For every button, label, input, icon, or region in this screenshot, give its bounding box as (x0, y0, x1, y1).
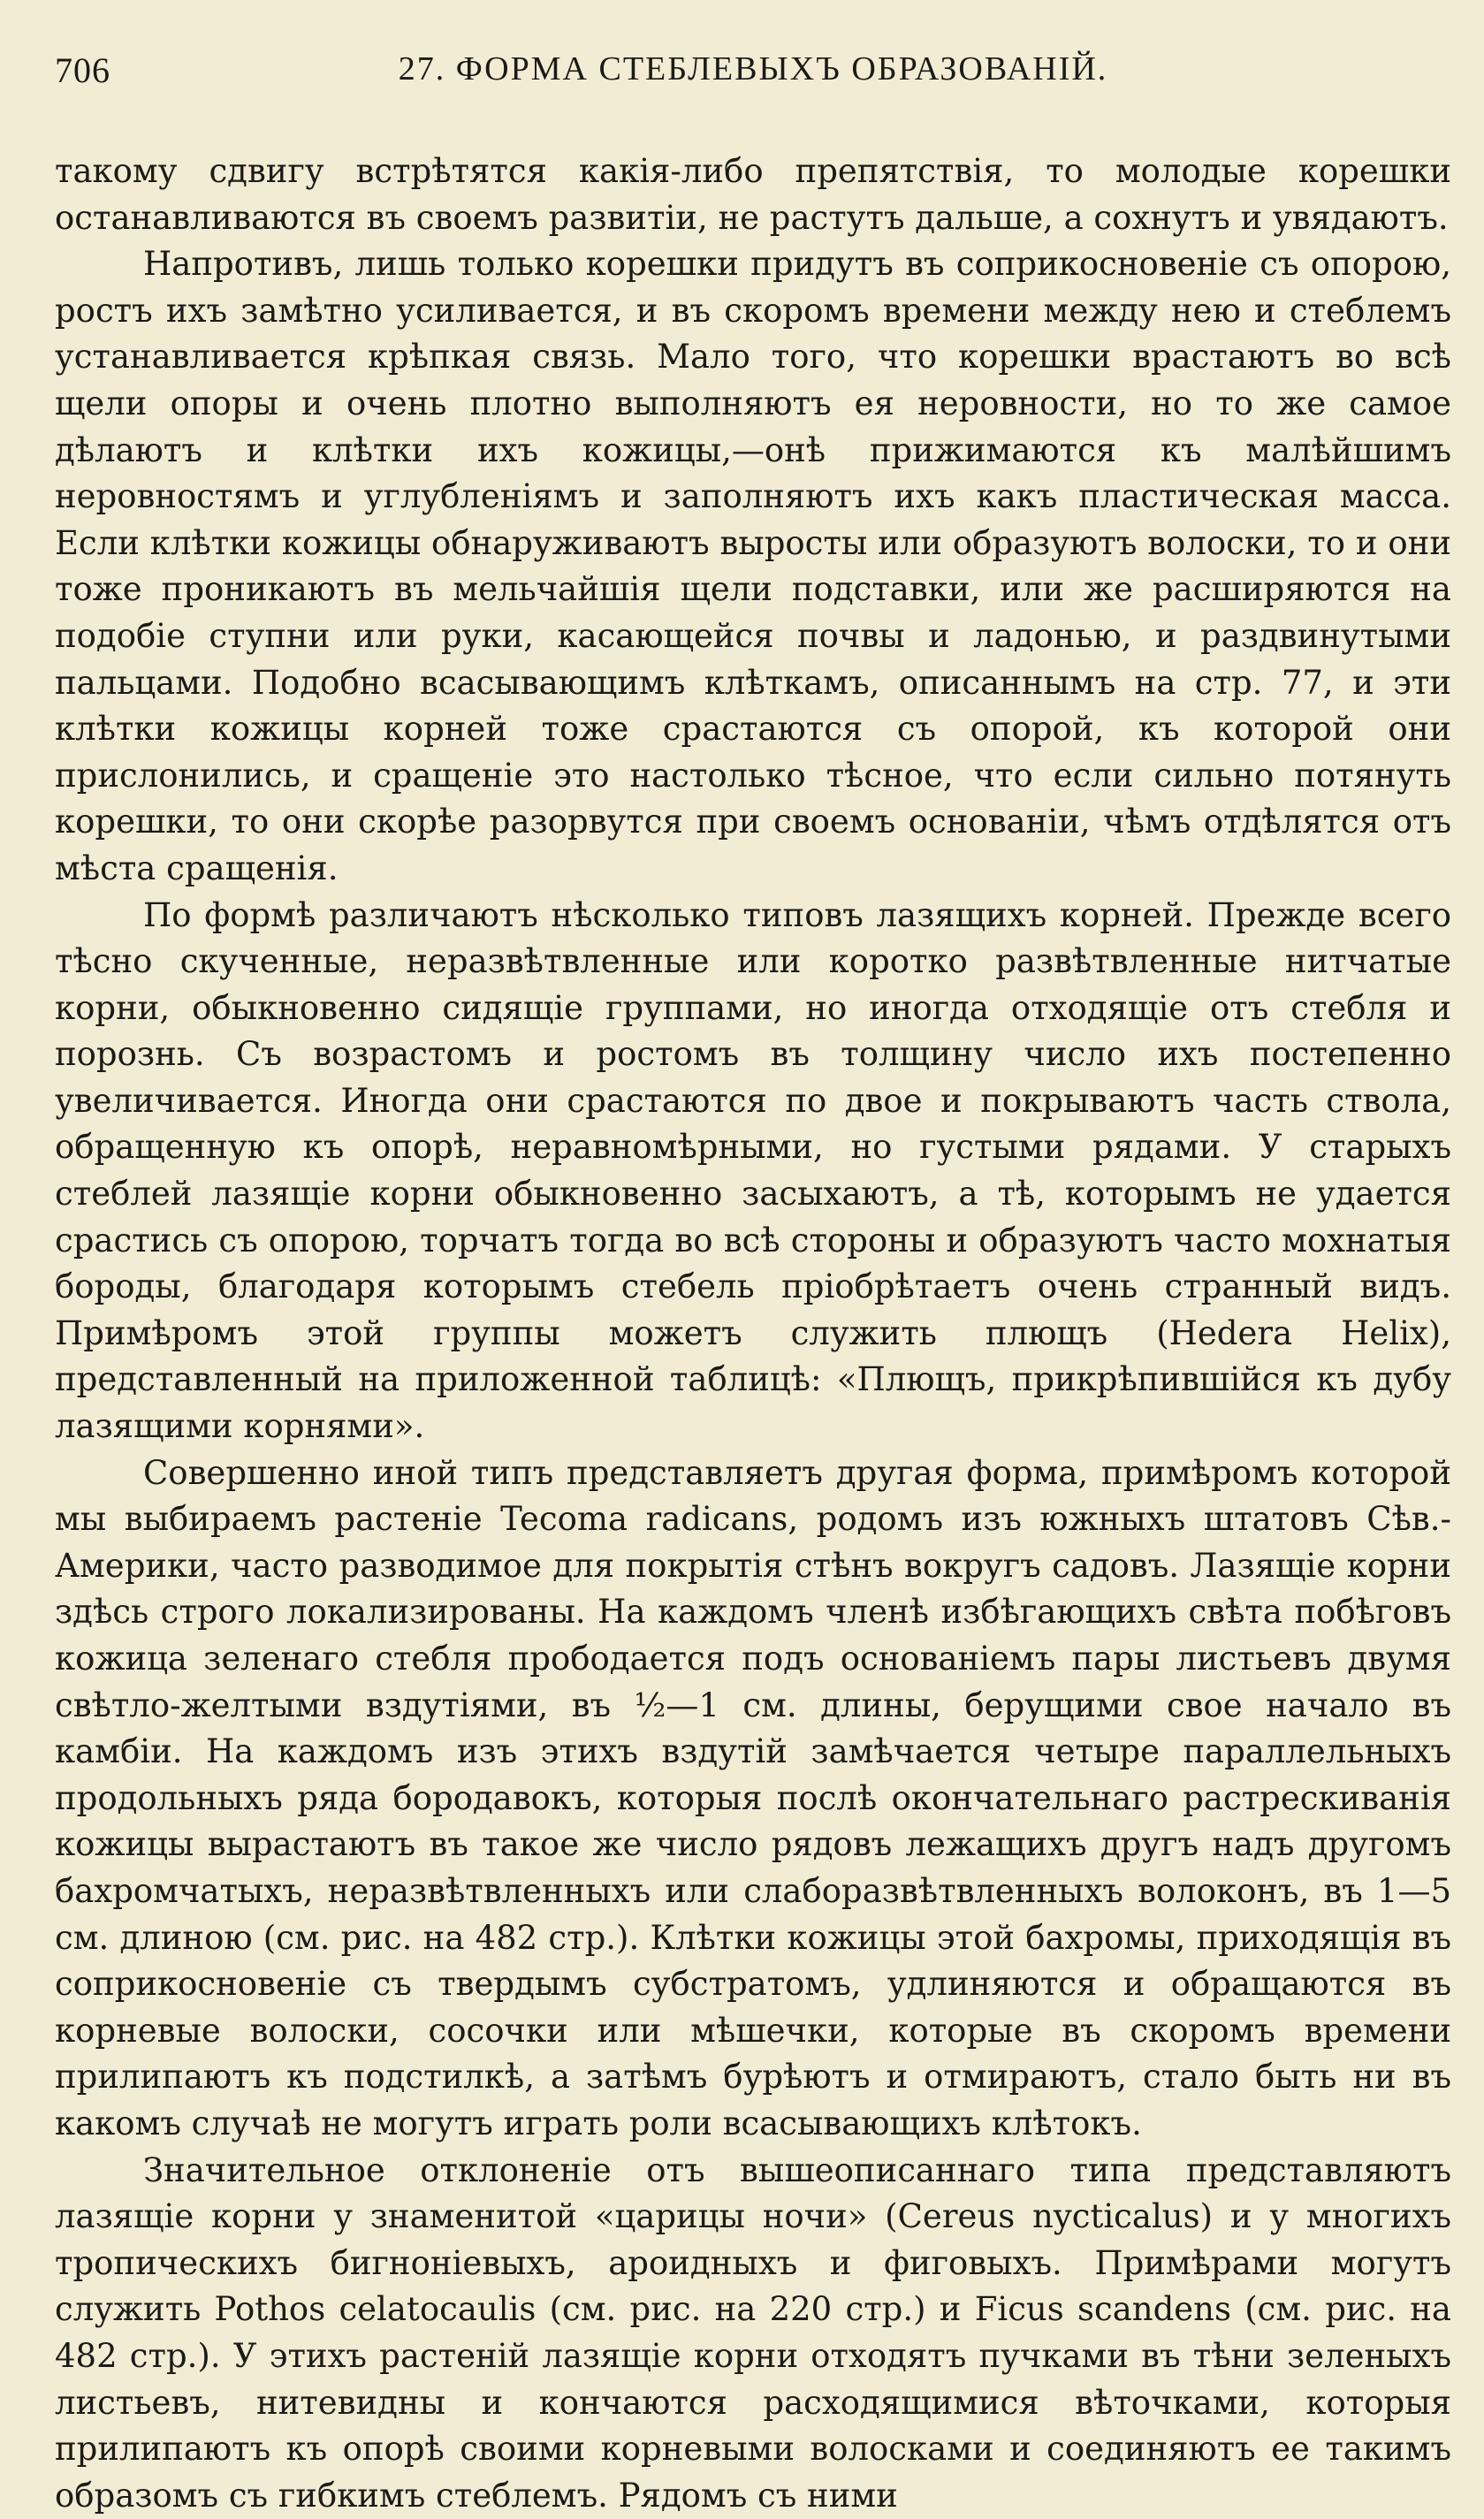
paragraph-2: Напротивъ, лишь только корешки придутъ въ соприкосновеніе съ опорою, ростъ ихъ замѣтно усиливается, и въ скоромъ времени между нею и стеблемъ устанавливается крѣпкая связь. Мало того, что корешки врастаютъ во всѣ щели опоры и очень плотно выполняютъ ея неровности, но то же самое дѣлаютъ и клѣтки ихъ кожицы,—онѣ прижимаются къ малѣйшимъ неровностямъ и углубленіямъ и заполняютъ ихъ какъ пластическая масса. Если клѣтки кожицы обнаруживаютъ выросты или образуютъ волоски, то и они тоже проникаютъ въ мельчайшія щели подставки, или же расширяются на подобіе ступни или руки, касающейся почвы и ладонью, и раздвинутыми пальцами. Подобно всасывающимъ клѣткамъ, описаннымъ на стр. 77, и эти клѣтки кожицы корней тоже срастаются съ опорой, къ которой они прислонились, и сращеніе это настолько тѣсное, что если сильно потянуть корешки, то они скорѣе разорвутся при своемъ основаніи, чѣмъ отдѣлятся отъ мѣста сращенія. (55, 245, 1451, 887)
paragraph-4: Совершенно иной типъ представляетъ другая форма, примѣромъ которой мы выбираемъ растеніе Tecoma radicans, родомъ изъ южныхъ штатовъ Сѣв.-Америки, часто разводимое для покрытія стѣнъ вокругъ садовъ. Лазящіе корни здѣсь строго локализированы. На каждомъ членѣ избѣгающихъ свѣта побѣговъ кожица зеленаго стебля прободается подъ основаніемъ пары листьевъ двумя свѣтло-желтыми вздутіями, въ ½—1 см. длины, берущими свое начало въ камбіи. На каждомъ изъ этихъ вздутій замѣчается четыре параллельныхъ продольныхъ ряда бородавокъ, которыя послѣ окончательнаго растрескиванія кожицы вырастаютъ въ такое же число рядовъ лежащихъ другъ надъ другомъ бахромчатыхъ, неразвѣтвленныхъ или слаборазвѣтвленныхъ волоконъ, въ 1—5 см. длиною (см. рис. на 482 стр.). Клѣтки кожицы этой бахромы, приходящія въ соприкосновеніе съ твердымъ субстратомъ, удлиняются и обращаются въ корневые волоски, сосочки или мѣшечки, которые въ скоромъ времени прилипаютъ къ подстилкѣ, а затѣмъ бурѣютъ и отмираютъ, стало быть ни въ какомъ случаѣ не могутъ играть роли всасывающихъ клѣтокъ. (55, 1453, 1451, 2142)
body-text (55, 148, 1451, 2519)
book-page (55, 44, 1451, 2519)
paragraph-5: Значительное отклоненіе отъ вышеописаннаго типа представляютъ лазящіе корни у знаменитой «царицы ночи» (Cereus nycticalus) и у многихъ тропическихъ бигноніевыхъ, ароидныхъ и фиговыхъ. Примѣрами могутъ служить Pothos celatocaulis (см. рис. на 220 стр.) и Ficus scandens (см. рис. на 482 стр.). У этихъ растеній лазящіе корни отходятъ пучками въ тѣни зеленыхъ листьевъ, нитевидны и кончаются расходящимися вѣточками, которыя прилипаютъ къ опорѣ своими корневыми волосками и соединяютъ ее такимъ образомъ съ гибкимъ стеблемъ. Рядомъ съ ними (55, 2150, 1451, 2515)
page-header (55, 44, 1451, 97)
running-title: 27. ФОРМА СТЕБЛЕВЫХЪ ОБРАЗОВАНІЙ. (398, 50, 1108, 88)
paragraph-3: По формѣ различаютъ нѣсколько типовъ лазящихъ корней. Прежде всего тѣсно скученные, неразвѣтвленные или коротко развѣтвленные нитчатые корни, обыкновенно сидящіе группами, но иногда отходящіе отъ стебля и порознь. Съ возрастомъ и ростомъ въ толщину число ихъ постепенно увеличивается. Иногда они срастаются по двое и покрываютъ часть ствола, обращенную къ опорѣ, неравномѣрными, но густыми рядами. У старыхъ стеблей лазящіе корни обыкновенно засыхаютъ, а тѣ, которымъ не удается срастись съ опорою, торчатъ тогда во всѣ стороны и образуютъ часто мохнатыя бороды, благодаря которымъ стебель пріобрѣтаетъ очень странный видъ. Примѣромъ этой группы можетъ служить плющъ (Hedera Helix), представленный на приложенной таблицѣ: «Плющъ, прикрѣпившійся къ дубу лазящими корнями». (55, 895, 1451, 1446)
page-number: 706 (55, 50, 110, 90)
paragraph-1: такому сдвигу встрѣтятся какія-либо препятствія, то молодые корешки останавливаются въ своемъ развитіи, не растутъ дальше, а сохнутъ и увядаютъ. (55, 152, 1451, 237)
